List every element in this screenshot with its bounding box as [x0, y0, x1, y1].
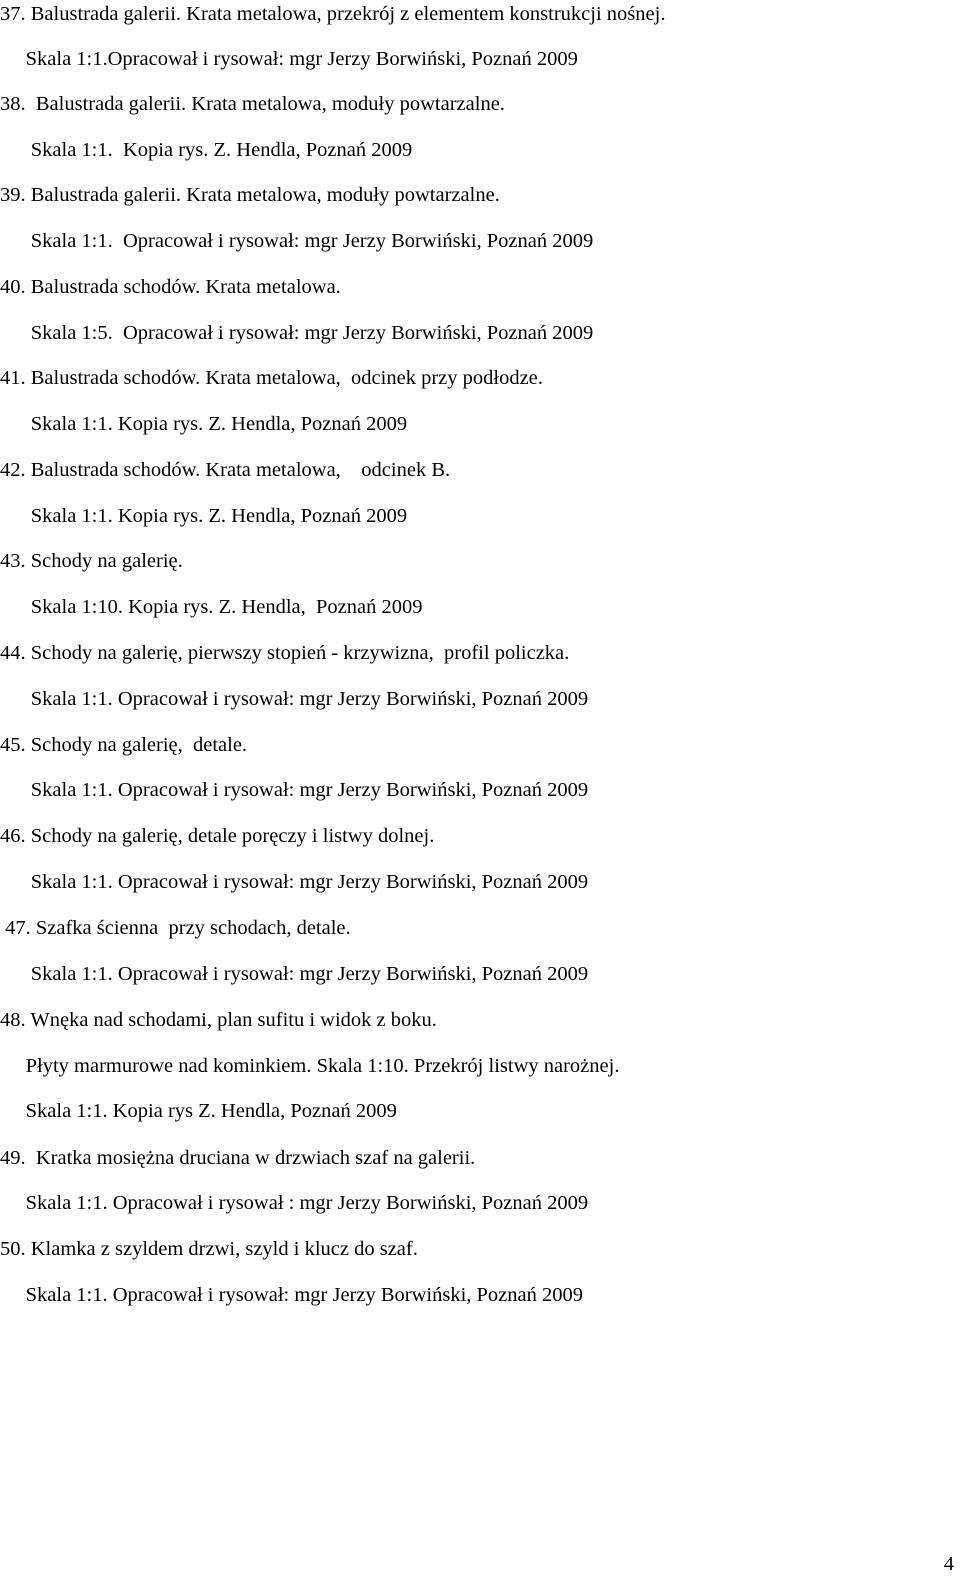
list-item-48-title: 48. Wnęka nad schodami, plan sufitu i widok z boku.	[0, 1009, 437, 1031]
list-item-46-detail: Skala 1:1. Opracował i rysował: mgr Jerzy Borwiński, Poznań 2009	[0, 871, 589, 893]
list-item-44-title: 44. Schody na galerię, pierwszy stopień - krzywizna, profil policzka.	[0, 642, 570, 664]
list-item-48-scale: Skala 1:1. Kopia rys Z. Hendla, Poznań 2009	[0, 1100, 397, 1122]
list-item-50-title: 50. Klamka z szyldem drzwi, szyld i klucz do szaf.	[0, 1238, 418, 1260]
page-number: 4	[943, 1553, 954, 1575]
list-item-48-detail: Płyty marmurowe nad kominkiem. Skala 1:10. Przekrój listwy narożnej.	[0, 1055, 620, 1077]
list-item-47-detail: Skala 1:1. Opracował i rysował: mgr Jerzy Borwiński, Poznań 2009	[0, 963, 589, 985]
list-item-37-detail: Skala 1:1.Opracował i rysował: mgr Jerzy Borwiński, Poznań 2009	[0, 48, 578, 70]
list-item-47-title: 47. Szafka ścienna przy schodach, detale.	[0, 917, 351, 939]
list-item-42-detail: Skala 1:1. Kopia rys. Z. Hendla, Poznań 2009	[0, 505, 408, 527]
list-item-38-detail: Skala 1:1. Kopia rys. Z. Hendla, Poznań 2009	[0, 139, 413, 161]
list-item-41-detail: Skala 1:1. Kopia rys. Z. Hendla, Poznań 2009	[0, 413, 408, 435]
list-item-43-detail: Skala 1:10. Kopia rys. Z. Hendla, Poznań 2009	[0, 596, 423, 618]
list-item-37-title: 37. Balustrada galerii. Krata metalowa, przekrój z elementem konstrukcji nośnej.	[0, 3, 666, 25]
list-item-42-title: 42. Balustrada schodów. Krata metalowa, odcinek B.	[0, 459, 451, 481]
list-item-50-detail: Skala 1:1. Opracował i rysował: mgr Jerzy Borwiński, Poznań 2009	[0, 1284, 584, 1306]
list-item-40-title: 40. Balustrada schodów. Krata metalowa.	[0, 276, 341, 298]
list-item-38-title: 38. Balustrada galerii. Krata metalowa, moduły powtarzalne.	[0, 93, 505, 115]
list-item-39-title: 39. Balustrada galerii. Krata metalowa, moduły powtarzalne.	[0, 184, 500, 206]
list-item-41-title: 41. Balustrada schodów. Krata metalowa, odcinek przy podłodze.	[0, 367, 543, 389]
list-item-45-title: 45. Schody na galerię, detale.	[0, 734, 248, 756]
list-item-43-title: 43. Schody na galerię.	[0, 550, 183, 572]
list-item-45-detail: Skala 1:1. Opracował i rysował: mgr Jerzy Borwiński, Poznań 2009	[0, 779, 589, 801]
list-item-46-title: 46. Schody na galerię, detale poręczy i listwy dolnej.	[0, 825, 435, 847]
list-item-44-detail: Skala 1:1. Opracował i rysował: mgr Jerzy Borwiński, Poznań 2009	[0, 688, 589, 710]
list-item-39-detail: Skala 1:1. Opracował i rysował: mgr Jerzy Borwiński, Poznań 2009	[0, 230, 594, 252]
list-item-40-detail: Skala 1:5. Opracował i rysował: mgr Jerzy Borwiński, Poznań 2009	[0, 322, 594, 344]
list-item-49-title: 49. Kratka mosiężna druciana w drzwiach szaf na galerii.	[0, 1147, 476, 1169]
list-item-49-detail: Skala 1:1. Opracował i rysował : mgr Jerzy Borwiński, Poznań 2009	[0, 1192, 589, 1214]
